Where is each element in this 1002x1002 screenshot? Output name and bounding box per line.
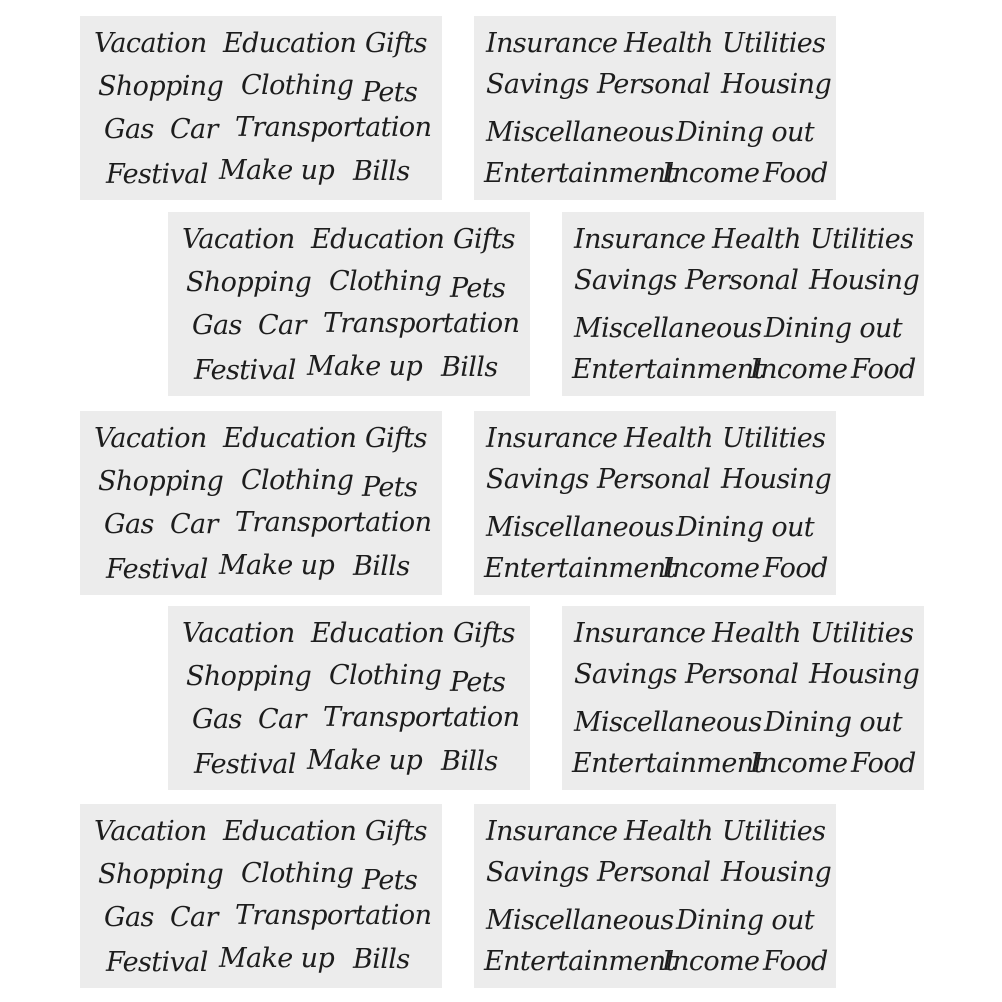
sticker-label: Gifts [453,618,515,649]
sticker-label: Gas [192,310,242,341]
sticker-label: Shopping [186,267,312,298]
sticker-label: Make up [219,943,335,974]
sticker-label: Bills [441,746,498,777]
sticker-label: Pets [450,273,506,304]
sticker-label: Make up [307,745,423,776]
sticker-label: Savings [574,659,677,690]
sticker-label: Dining out [676,512,815,543]
sticker-label: Clothing [329,266,442,297]
sticker-label: Festival [194,749,296,780]
sticker-label: Entertainment [484,946,676,977]
sticker-label: Transportation [323,308,520,339]
sticker-label: Education [311,224,445,255]
sticker-label: Miscellaneous [574,707,762,738]
sticker-sheet-budget-a-row-2 [168,212,530,396]
sticker-label: Housing [721,857,832,888]
sticker-label: Miscellaneous [486,117,674,148]
sticker-label: Insurance [574,618,706,649]
sticker-label: Dining out [764,313,903,344]
sticker-label: Insurance [574,224,706,255]
sticker-label: Income [662,158,760,189]
sticker-label: Personal [597,857,711,888]
sticker-label: Personal [685,265,799,296]
sticker-label: Clothing [329,660,442,691]
sticker-label: Savings [574,265,677,296]
sticker-label: Festival [194,355,296,386]
sticker-label: Pets [362,865,418,896]
sticker-sheet-budget-b-row-1 [474,16,836,200]
sticker-label: Gas [104,114,154,145]
sticker-label: Clothing [241,858,354,889]
sticker-label: Car [258,310,306,341]
sticker-label: Health [712,224,801,255]
sticker-sheet-budget-b-row-4 [562,606,924,790]
sticker-label: Health [712,618,801,649]
sticker-label: Transportation [235,112,432,143]
sticker-label: Housing [721,464,832,495]
sticker-label: Entertainment [572,354,764,385]
sticker-label: Shopping [186,661,312,692]
sticker-label: Gifts [365,28,427,59]
sticker-label: Housing [721,69,832,100]
sticker-label: Miscellaneous [486,512,674,543]
sticker-label: Savings [486,857,589,888]
sticker-label: Personal [597,69,711,100]
sticker-label: Education [223,28,357,59]
sticker-label: Insurance [486,423,618,454]
sticker-label: Gas [192,704,242,735]
sticker-label: Entertainment [484,158,676,189]
sticker-label: Education [223,423,357,454]
sticker-sheet-budget-b-row-5 [474,804,836,988]
sticker-sheet-budget-a-row-1 [80,16,442,200]
sticker-label: Miscellaneous [574,313,762,344]
sticker-label: Pets [362,472,418,503]
sticker-label: Transportation [323,702,520,733]
sticker-label: Pets [362,77,418,108]
sticker-label: Gifts [453,224,515,255]
sticker-label: Personal [597,464,711,495]
sticker-sheet-budget-a-row-4 [168,606,530,790]
sticker-label: Bills [353,944,410,975]
sticker-sheet-budget-a-row-5 [80,804,442,988]
sticker-label: Gas [104,509,154,540]
sticker-label: Pets [450,667,506,698]
sticker-label: Vacation [182,224,295,255]
sticker-label: Gifts [365,816,427,847]
sticker-label: Shopping [98,71,224,102]
sticker-label: Housing [809,265,920,296]
sticker-label: Clothing [241,465,354,496]
sticker-sheet-budget-b-row-2 [562,212,924,396]
sticker-label: Make up [219,155,335,186]
sticker-label: Bills [441,352,498,383]
sticker-label: Dining out [676,117,815,148]
sticker-label: Insurance [486,816,618,847]
sticker-label: Bills [353,551,410,582]
sticker-sheet-budget-a-row-3 [80,411,442,595]
sticker-label: Vacation [94,423,207,454]
sticker-sheet-budget-b-row-3 [474,411,836,595]
sticker-label: Car [170,902,218,933]
sticker-label: Savings [486,69,589,100]
sticker-label: Income [662,946,760,977]
sticker-label: Entertainment [484,553,676,584]
sticker-label: Utilities [810,618,914,649]
sticker-label: Health [624,816,713,847]
sticker-label: Clothing [241,70,354,101]
sticker-label: Festival [106,947,208,978]
sticker-label: Housing [809,659,920,690]
sticker-label: Entertainment [572,748,764,779]
sticker-label: Car [258,704,306,735]
sticker-label: Food [851,354,916,385]
sticker-label: Transportation [235,507,432,538]
sticker-label: Health [624,423,713,454]
sticker-label: Festival [106,554,208,585]
sticker-label: Bills [353,156,410,187]
sticker-label: Insurance [486,28,618,59]
sticker-label: Income [662,553,760,584]
sticker-label: Make up [307,351,423,382]
sticker-label: Utilities [810,224,914,255]
sticker-label: Income [750,354,848,385]
sticker-label: Education [311,618,445,649]
sticker-label: Food [851,748,916,779]
sticker-label: Transportation [235,900,432,931]
sticker-label: Vacation [94,816,207,847]
sticker-label: Utilities [722,816,826,847]
sticker-label: Savings [486,464,589,495]
sticker-label: Dining out [676,905,815,936]
sticker-label: Personal [685,659,799,690]
sticker-label: Utilities [722,423,826,454]
sticker-label: Food [763,158,828,189]
sticker-label: Miscellaneous [486,905,674,936]
sticker-label: Festival [106,159,208,190]
sticker-label: Vacation [94,28,207,59]
sticker-label: Gifts [365,423,427,454]
sticker-label: Dining out [764,707,903,738]
sticker-label: Food [763,553,828,584]
sticker-label: Vacation [182,618,295,649]
sticker-label: Health [624,28,713,59]
sticker-label: Education [223,816,357,847]
sticker-label: Gas [104,902,154,933]
sticker-label: Income [750,748,848,779]
sticker-label: Car [170,114,218,145]
sticker-label: Utilities [722,28,826,59]
sticker-label: Shopping [98,859,224,890]
sticker-label: Food [763,946,828,977]
sticker-label: Car [170,509,218,540]
sticker-label: Make up [219,550,335,581]
sticker-label: Shopping [98,466,224,497]
